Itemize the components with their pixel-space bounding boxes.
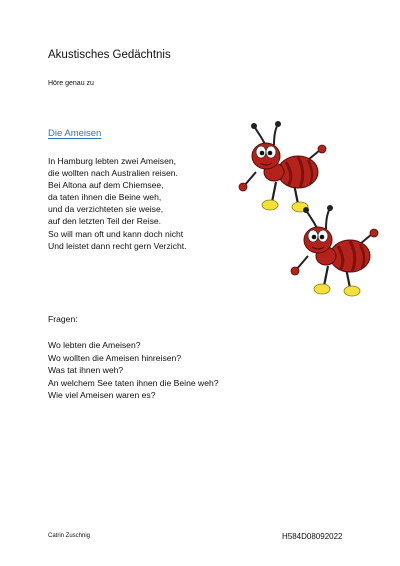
two-ants-illustration — [226, 114, 386, 302]
poem-title: Die Ameisen — [48, 128, 102, 139]
poem-line: Bei Altona auf dem Chiemsee, — [48, 180, 164, 191]
question-item: Was tat ihnen weh? — [48, 365, 124, 376]
questions-list — [48, 339, 219, 402]
poem-text — [48, 155, 187, 252]
poem-line: auf den letzten Teil der Reise. — [48, 216, 162, 227]
questions-heading: Fragen: — [48, 314, 78, 324]
document-subtitle: Höre genau zu — [48, 80, 94, 87]
footer-code: H584D08092022 — [282, 532, 343, 541]
question-item: Wo lebten die Ameisen? — [48, 340, 141, 350]
poem-line: In Hamburg lebten zwei Ameisen, — [48, 156, 177, 166]
ant-icon — [239, 121, 326, 212]
ant-icon — [291, 205, 378, 296]
question-item: An welchem See taten ihnen die Beine weh? — [48, 377, 219, 388]
question-item: Wo wollten die Ameisen hinreisen? — [48, 352, 182, 363]
poem-line: Und leistet dann recht gern Verzicht. — [48, 240, 187, 251]
poem-line: So will man oft und kann doch nicht — [48, 228, 184, 239]
poem-line: die wollten nach Australien reisen. — [48, 168, 178, 179]
poem-line: da taten ihnen die Beine weh, — [48, 192, 162, 203]
document-title: Akustisches Gedächtnis — [48, 49, 171, 61]
footer-author: Catrin Zuschnig — [48, 533, 91, 539]
question-item: Wie viel Ameisen waren es? — [48, 390, 156, 401]
poem-line: und da verzichteten sie weise, — [48, 204, 164, 215]
